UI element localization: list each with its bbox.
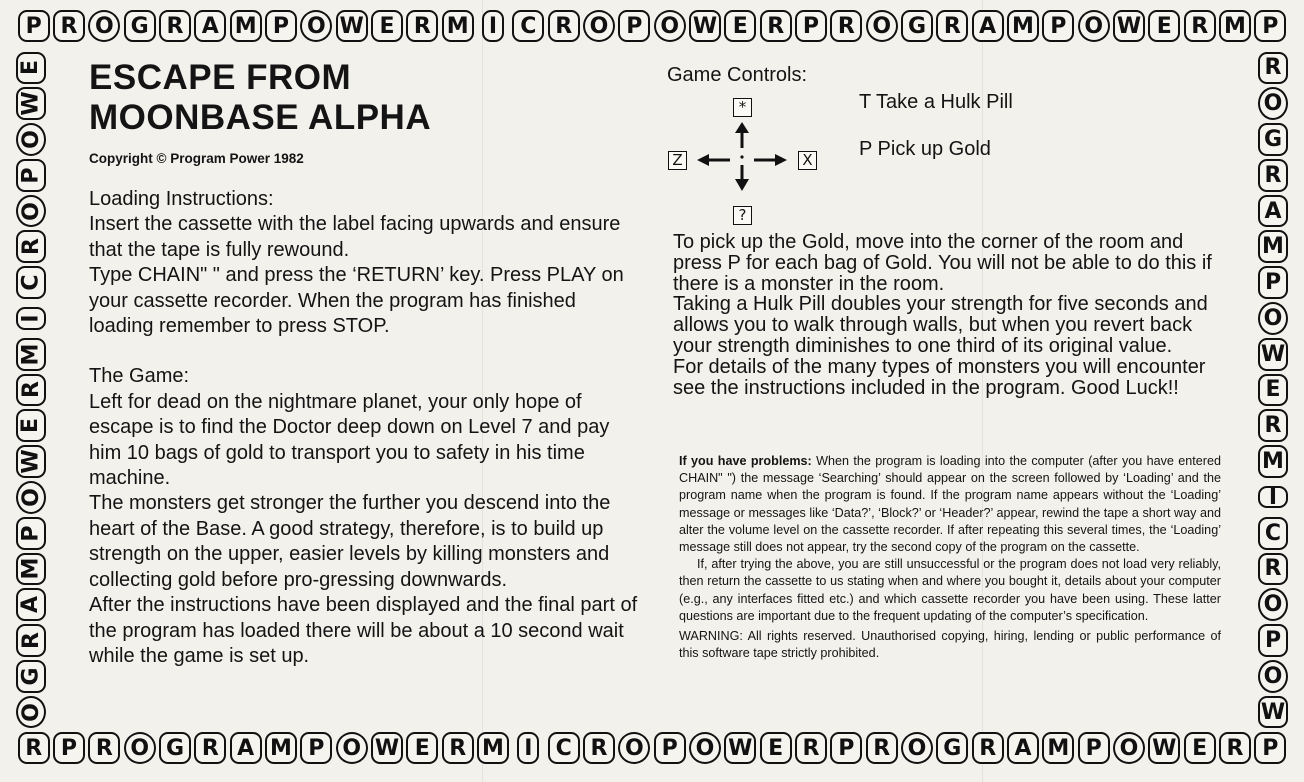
- border-letter: G: [130, 13, 149, 39]
- border-letter-tile: [548, 732, 580, 764]
- border-letter-tile: [1258, 624, 1288, 657]
- game-paragraph-1: Left for dead on the nightmare planet, your only hope of escape is to find the Doctor deep down on Level 7 and pay him 10 bags of gold to transport you to safety in his time machine.: [89, 390, 610, 490]
- border-letter: O: [342, 735, 362, 761]
- control-hulk-pill: T Take a Hulk Pill: [859, 91, 1013, 113]
- border-letter-tile: [1258, 409, 1288, 442]
- border-letter-tile: [1113, 732, 1145, 764]
- border-letter: P: [308, 735, 325, 761]
- border-letter: P: [1262, 13, 1279, 39]
- border-letter: R: [60, 13, 78, 39]
- key-left: Z: [668, 151, 687, 170]
- border-letter: P: [802, 13, 820, 39]
- key-up: *: [733, 98, 752, 117]
- border-letter-tile: [1219, 732, 1251, 764]
- border-letter: W: [374, 735, 400, 761]
- problems-text-1: When the program is loading into the computer (after you have entered CHAIN" ") the message ‘Searching’ should appear on the screen followed by ‘Loading’ and the program name when the program is found. If the program name appears without the ‘Loading’ message or messages like ‘Data?’, ‘Block?’ or ‘Header?’ appear, rewind the tape a short way and alter the volume level on the cassette recorder. If after repeating this several times, the ‘Loading’ message still does not appear, try the second copy of the program on the cassette.: [679, 454, 1221, 555]
- border-letter-tile: [901, 732, 933, 764]
- border-letter-tile: [442, 10, 474, 42]
- border-letter-tile: [406, 10, 438, 42]
- border-letter-tile: [936, 732, 968, 764]
- border-letter-tile: [16, 266, 46, 299]
- border-letter-tile: [1258, 660, 1288, 693]
- border-letter: R: [802, 735, 820, 761]
- border-letter-tile: [124, 732, 156, 764]
- border-letter-tile: [1258, 123, 1288, 156]
- border-letter: R: [18, 381, 44, 399]
- border-letter: G: [1263, 126, 1283, 152]
- border-letter-tile: [482, 10, 504, 42]
- border-letter-tile: [1258, 486, 1288, 508]
- border-letter: O: [660, 13, 680, 39]
- copyright-notice: Copyright © Program Power 1982: [89, 151, 304, 166]
- border-letter: W: [1152, 735, 1177, 761]
- border-letter-tile: [16, 230, 46, 263]
- game-heading: The Game:: [89, 365, 190, 388]
- border-letter: O: [624, 735, 644, 761]
- border-letter-tile: [16, 87, 46, 120]
- border-letter: M: [234, 13, 257, 39]
- problems-paragraph-2: If, after trying the above, you are still unsuccessful or the program does not load very reliably, then return the cassette to us stating when and where you bought it, details about your computer (e.g., any interfaces fitted etc.) and which cassette recorder you have been using. These latter questions are important due to the frequent updating of the computer’s specification.: [679, 557, 1221, 623]
- problems-section: [679, 453, 1221, 662]
- border-letter: M: [1047, 735, 1070, 761]
- border-letter: M: [1262, 234, 1284, 260]
- border-letter: I: [488, 13, 498, 39]
- border-letter: R: [25, 735, 43, 761]
- border-letter: O: [306, 13, 326, 39]
- border-letter: P: [1264, 270, 1282, 296]
- border-letter-tile: [265, 732, 297, 764]
- border-letter-tile: [1148, 732, 1180, 764]
- game-title: [89, 58, 509, 138]
- border-letter: O: [589, 13, 609, 39]
- border-letter-tile: [16, 660, 46, 693]
- border-letter: R: [1264, 413, 1282, 439]
- border-letter-tile: [300, 732, 332, 764]
- border-letter: P: [626, 13, 643, 39]
- border-letter: P: [661, 735, 678, 761]
- border-letter: P: [18, 167, 44, 184]
- border-letter-tile: [16, 481, 46, 514]
- loading-heading: Loading Instructions:: [89, 188, 274, 210]
- border-letter-tile: [1258, 87, 1288, 120]
- border-letter: M: [18, 557, 44, 580]
- border-letter: M: [1262, 449, 1284, 475]
- border-letter-tile: [689, 10, 721, 42]
- control-pick-gold: P Pick up Gold: [859, 138, 991, 160]
- border-letter-tile: [1258, 374, 1288, 407]
- border-letter: O: [1263, 663, 1283, 689]
- border-letter: I: [18, 314, 44, 323]
- border-letter-tile: [16, 307, 46, 329]
- border-letter-tile: [618, 10, 650, 42]
- border-letter-tile: [972, 732, 1004, 764]
- border-letter: O: [907, 735, 927, 761]
- border-letter-tile: [1258, 588, 1288, 621]
- border-letter: G: [18, 667, 44, 686]
- border-letter-tile: [16, 123, 46, 156]
- border-letter-tile: [16, 159, 46, 192]
- border-letter-tile: [760, 732, 792, 764]
- border-letter: R: [767, 13, 785, 39]
- border-letter: O: [1263, 305, 1283, 331]
- border-letter-tile: [1007, 10, 1039, 42]
- border-letter: R: [1226, 735, 1244, 761]
- border-letter: O: [1263, 91, 1283, 117]
- border-letter: R: [590, 735, 608, 761]
- border-letter: M: [270, 735, 292, 761]
- border-letter-tile: [936, 10, 968, 42]
- border-letter: O: [18, 130, 44, 149]
- right-paragraph-3: For details of the many types of monsters you will encounter see the instructions included in the program. Good Luck!!: [673, 355, 1206, 399]
- loading-paragraph-2: Type CHAIN" " and press the ‘RETURN’ key. Press PLAY on your cassette recorder. When the program has finished loading remember to press STOP.: [89, 264, 624, 338]
- border-letter-tile: [1078, 732, 1110, 764]
- border-letter-tile: [16, 624, 46, 657]
- border-letter-tile: [16, 553, 46, 586]
- border-letter-tile: [724, 732, 756, 764]
- right-paragraph-2: Taking a Hulk Pill doubles your strength for five seconds and allows you to walk through walls, but when you revert back your strength diminishes to one third of its original value.: [673, 293, 1208, 357]
- border-letter: A: [201, 13, 219, 39]
- loading-paragraph-1: Insert the cassette with the label facing upwards and ensure that the tape is fully rewound.: [89, 213, 621, 261]
- border-letter: E: [732, 13, 748, 39]
- border-letter-tile: [1258, 52, 1288, 85]
- border-letter: W: [18, 449, 44, 474]
- border-letter: A: [1264, 198, 1282, 224]
- border-letter-tile: [548, 10, 580, 42]
- border-letter-tile: [1042, 10, 1074, 42]
- border-letter-tile: [16, 588, 46, 621]
- border-letter: C: [18, 274, 44, 291]
- border-letter: C: [555, 735, 572, 761]
- border-letter-tile: [406, 732, 438, 764]
- border-letter: P: [838, 735, 855, 761]
- border-letter: G: [165, 735, 185, 761]
- border-letter: C: [1264, 520, 1282, 546]
- border-letter: O: [94, 13, 114, 39]
- border-letter-tile: [618, 732, 650, 764]
- border-letter-tile: [1258, 302, 1288, 335]
- border-letter-tile: [1258, 696, 1288, 729]
- border-letter: R: [449, 735, 467, 761]
- border-letter-tile: [1258, 553, 1288, 586]
- border-letter-tile: [583, 10, 615, 42]
- border-letter: R: [18, 632, 44, 649]
- border-letter-tile: [16, 338, 46, 371]
- border-letter-tile: [371, 732, 403, 764]
- border-letter-tile: [16, 696, 46, 729]
- problems-paragraph-1: [679, 453, 1221, 556]
- border-letter: R: [95, 735, 113, 761]
- border-letter: W: [339, 13, 364, 39]
- border-letter-tile: [16, 517, 46, 550]
- border-letter: R: [873, 735, 891, 761]
- border-letter: E: [1192, 735, 1208, 761]
- border-letter-tile: [194, 10, 226, 42]
- border-letter-tile: [1258, 230, 1288, 263]
- border-letter: W: [1116, 13, 1142, 39]
- border-letter: R: [555, 13, 573, 39]
- border-letter-tile: [512, 10, 544, 42]
- border-letter-tile: [1184, 732, 1216, 764]
- border-letter: R: [166, 13, 184, 39]
- border-letter: R: [18, 238, 44, 256]
- border-letter: A: [1014, 735, 1032, 761]
- problems-label: If you have problems:: [679, 454, 812, 468]
- border-letter-tile: [371, 10, 403, 42]
- right-paragraph-1: To pick up the Gold, move into the corner of the room and press P for each bag of Gold. You will not be able to do this if there is a monster in the room.: [673, 231, 1212, 295]
- border-letter-tile: [88, 10, 120, 42]
- key-down: ?: [733, 206, 752, 225]
- border-letter: R: [837, 13, 855, 39]
- border-letter-tile: [1258, 517, 1288, 550]
- border-letter-tile: [194, 732, 226, 764]
- border-letter-tile: [583, 732, 615, 764]
- border-letter: E: [18, 60, 44, 76]
- border-letter: O: [1263, 592, 1283, 618]
- border-letter-tile: [442, 732, 474, 764]
- border-letter-tile: [1184, 10, 1216, 42]
- border-letter-tile: [124, 10, 156, 42]
- border-letter: A: [237, 735, 255, 761]
- border-letter-tile: [16, 445, 46, 478]
- border-letter-tile: [1042, 732, 1074, 764]
- border-letter: W: [1260, 341, 1286, 367]
- border-letter-tile: [88, 732, 120, 764]
- direction-arrows-icon: [690, 116, 796, 206]
- border-letter-tile: [1148, 10, 1180, 42]
- border-letter: O: [18, 702, 44, 722]
- border-letter: E: [1156, 13, 1172, 39]
- border-letter-tile: [1258, 159, 1288, 192]
- border-letter-tile: [901, 10, 933, 42]
- border-letter: M: [1012, 13, 1034, 39]
- border-left-letters: [16, 0, 50, 782]
- border-letter: O: [18, 201, 44, 221]
- border-letter-tile: [760, 10, 792, 42]
- border-letter-tile: [1258, 195, 1288, 228]
- border-letter: I: [1268, 484, 1278, 510]
- border-letter: P: [60, 735, 78, 761]
- border-letter: P: [1085, 735, 1102, 761]
- border-letter: E: [379, 13, 395, 39]
- border-letter-tile: [159, 10, 191, 42]
- border-letter: O: [872, 13, 892, 39]
- border-letter: R: [943, 13, 961, 39]
- border-letter: R: [1264, 55, 1282, 81]
- border-letter: C: [520, 13, 537, 39]
- border-letter-tile: [477, 732, 509, 764]
- border-letter: O: [130, 735, 150, 761]
- border-letter-tile: [689, 732, 721, 764]
- border-letter-tile: [16, 52, 46, 85]
- border-letter-tile: [1258, 266, 1288, 299]
- border-letter: M: [1224, 13, 1246, 39]
- border-letter: M: [18, 343, 44, 366]
- border-letter: W: [692, 13, 718, 39]
- border-top-letters: [0, 10, 1304, 48]
- border-letter-tile: [654, 10, 686, 42]
- border-letter-tile: [830, 10, 862, 42]
- border-letter-tile: [517, 732, 539, 764]
- border-letter-tile: [16, 409, 46, 442]
- border-letter-tile: [159, 732, 191, 764]
- border-letter: R: [979, 735, 997, 761]
- border-letter-tile: [830, 732, 862, 764]
- border-letter-tile: [1078, 10, 1110, 42]
- border-letter: R: [413, 13, 431, 39]
- border-letter: P: [272, 13, 290, 39]
- border-letter-tile: [16, 374, 46, 407]
- border-letter: P: [1262, 735, 1279, 761]
- border-letter: R: [201, 735, 219, 761]
- border-letter-tile: [230, 732, 262, 764]
- border-letter: P: [25, 13, 42, 39]
- border-letter-tile: [724, 10, 756, 42]
- title-line-1: ESCAPE FROM: [89, 58, 352, 97]
- border-right-letters: [1258, 0, 1292, 782]
- border-letter: R: [1264, 556, 1282, 582]
- border-letter: O: [1119, 735, 1139, 761]
- border-letter-tile: [1219, 10, 1251, 42]
- border-letter-tile: [972, 10, 1004, 42]
- border-letter-tile: [300, 10, 332, 42]
- border-letter: G: [943, 735, 962, 761]
- border-letter-tile: [336, 732, 368, 764]
- border-letter-tile: [1113, 10, 1145, 42]
- border-letter: E: [414, 735, 430, 761]
- border-letter: M: [482, 735, 504, 761]
- border-letter: G: [907, 13, 927, 39]
- border-letter-tile: [866, 10, 898, 42]
- border-letter: W: [18, 91, 44, 116]
- border-letter: P: [18, 525, 44, 542]
- border-letter: W: [728, 735, 753, 761]
- border-letter-tile: [53, 732, 85, 764]
- border-letter-tile: [1007, 732, 1039, 764]
- border-letter-tile: [1258, 338, 1288, 371]
- warning-notice: WARNING: All rights reserved. Unauthorised copying, hiring, lending or public performance of this software tape strictly prohibited.: [679, 629, 1221, 661]
- title-line-2: MOONBASE ALPHA: [89, 98, 432, 137]
- border-letter-tile: [1258, 445, 1288, 478]
- border-bottom-letters: [0, 732, 1304, 770]
- key-right: X: [798, 151, 817, 170]
- border-letter: E: [768, 735, 784, 761]
- game-paragraph-2: The monsters get stronger the further you descend into the heart of the Base. A good strategy, therefore, is to build up strength on the upper, easier levels by killing monsters and collecting gold before pro-gressing downwards.: [89, 492, 611, 591]
- border-letter: E: [1265, 377, 1281, 403]
- border-letter-tile: [336, 10, 368, 42]
- border-letter: P: [1050, 13, 1067, 39]
- border-letter-tile: [53, 10, 85, 42]
- game-paragraph-3: After the instructions have been displayed and the final part of the program has loaded there will be about a 10 second wait while the game is set up.: [89, 594, 638, 667]
- border-letter-tile: [795, 732, 827, 764]
- border-letter: A: [979, 13, 997, 39]
- border-letter-tile: [654, 732, 686, 764]
- border-letter-tile: [795, 10, 827, 42]
- border-letter: O: [1084, 13, 1104, 39]
- border-letter-tile: [230, 10, 262, 42]
- border-letter-tile: [866, 732, 898, 764]
- border-letter: W: [1260, 699, 1286, 725]
- border-letter: P: [1264, 628, 1282, 654]
- border-letter: O: [695, 735, 715, 761]
- border-letter: M: [446, 13, 469, 39]
- border-letter: O: [18, 488, 44, 507]
- border-letter: E: [18, 418, 44, 434]
- border-letter: A: [18, 596, 44, 614]
- border-letter: R: [1191, 13, 1209, 39]
- border-letter-tile: [16, 195, 46, 228]
- border-letter-tile: [265, 10, 297, 42]
- controls-heading: Game Controls:: [667, 64, 808, 86]
- left-column-text: [89, 187, 645, 669]
- border-letter: I: [524, 735, 533, 761]
- right-column-text: [673, 232, 1233, 398]
- border-letter: R: [1264, 162, 1282, 188]
